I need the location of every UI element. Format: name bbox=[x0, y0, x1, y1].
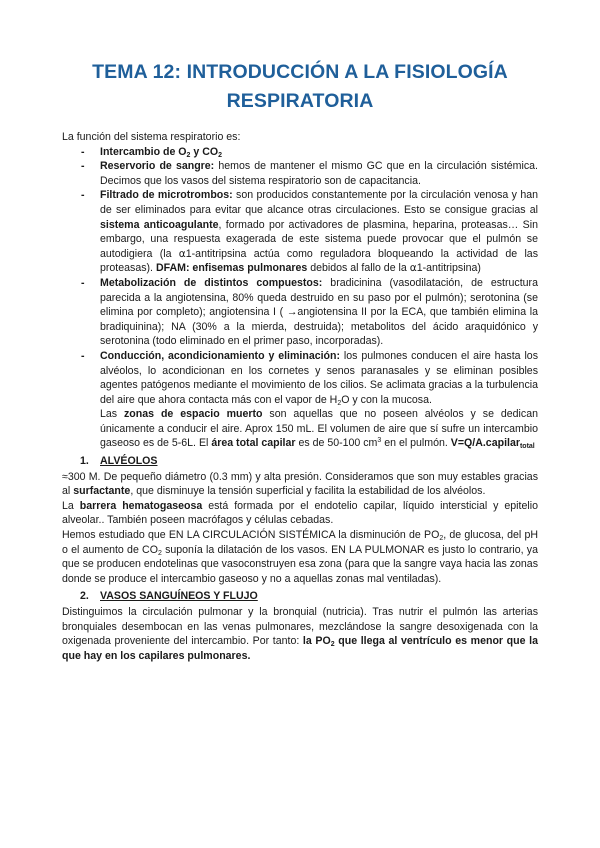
list-item: - Intercambio de $O_2$ y $CO_2$ bbox=[62, 145, 538, 160]
section-heading-vasos: 2. VASOS SANGUÍNEOS Y FLUJO bbox=[80, 590, 258, 603]
vasos-paragraph-1: Distinguimos la circulación pulmonar y la bronquial (nutricia). Tras nutrir el pulmón las arterias bronquiales desembocan en las venas pulmonares, mezclándose la sangre desoxigenada con la oxigenada proveniente del intercambio. Por tanto: la $PO_2$ que llega al ventrículo es menor que la que hay en los capilares pulmonares. bbox=[62, 606, 538, 662]
alveolos-paragraph-3: Hemos estudiado que EN LA CIRCULACIÓN SISTÉMICA la disminución de $PO_2$, de glucosa, del pH o el aumento de $CO_2$ suponía la dilatación de los vasos. EN LA PULMONAR es justo lo contrario, ya que se producen endotelinas que vasoconstruyen esa zona (para que la sangre vaya hacia las zonas donde se produce el intercambio gaseoso y no a aquellas zonas mal ventiladas). bbox=[62, 529, 539, 585]
section-heading-alveolos: 1. ALVÉOLOS bbox=[80, 455, 158, 468]
list-item: - Reservorio de sangre: hemos de mantener el mismo GC que en la circulación sistémica. Decimos que los vasos del sistema respiratorio son de capacitancia. bbox=[62, 159, 538, 188]
list-item: - Metabolización de distintos compuestos: bradicinina (vasodilatación, de estructura parecida a la angiotensina, 80% queda destruido en su paso por el pulmón); serotonina (se elimina por completo); angiotensina I ( →angiotensina II por la ECA, que también elimina la bradiquinina); NA (30% a la mierda, destruida); metabolitos del ácido araquidónico y serotonina (todo eliminado en el primer paso, incorporadas). bbox=[62, 276, 538, 349]
intro-text: La función del sistema respiratorio es: bbox=[62, 131, 241, 143]
list-item: - Filtrado de microtrombos: son producidos constantemente por la circulación venosa y han de ser eliminados para evitar que alcance otras circulaciones. Esto se consigue gracias al sistema anticoagulante, formado por activadores de plasmina, heparina, proteasas… Sin embargo, una respuesta exagerada de este sistema puede provocar que el pulmón se autodigiera (la ⍺1-antitripsina actúa como reguladora bloqueando la actividad de las proteasas). DFAM: enfisemas pulmonares debidos al fallo de la ⍺1-antitripsina) bbox=[62, 188, 538, 276]
list-item: - Conducción, acondicionamiento y eliminación: los pulmones conducen el aire hasta los alvéolos, lo acondicionan en los cornetes y senos paranasales y se eliminan posibles agentes patógenos mediante el movimiento de los cilios. Se aclimata gracias a la turbulencia del aire que ahora contacta más con el vapor de $H_2O$ y con la mucosa. bbox=[62, 349, 538, 407]
function-list bbox=[62, 145, 538, 408]
alveolos-paragraph-2: La barrera hematogaseosa está formada por el endotelio capilar, líquido intersticial y epitelio alveolar.. También poseen macrófagos y células cebadas. bbox=[62, 499, 538, 527]
dead-space-paragraph: Las zonas de espacio muerto son aquellas que no poseen alvéolos y se dedican únicamente a conducir el aire. Aprox 150 mL. El volumen de aire que sí sufre un intercambio gaseoso es de 5-6L. El área total capilar es de 50-100 $cm^3$ en el pulmón. V=Q/A.capilar$_{total}$ bbox=[100, 408, 538, 451]
alveolos-paragraph-1: ≈300 M. De pequeño diámetro (0.3 mm) y alta presión. Consideramos que son muy estables gracias al surfactante, que disminuye la tensión superficial y facilita la estabilidad de los alvéolos. bbox=[62, 470, 538, 498]
page-title: TEMA 12: INTRODUCCIÓN A LA FISIOLOGÍA RESPIRATORIA bbox=[92, 61, 508, 112]
